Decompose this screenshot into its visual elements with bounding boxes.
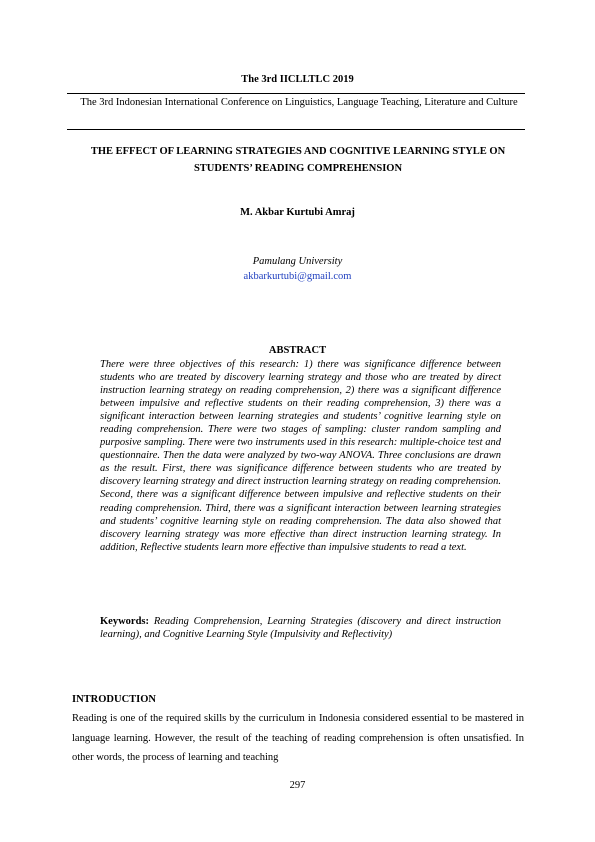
introduction-body: Reading is one of the required skills by the curriculum in Indonesia considered essential to be mastered in language learning. However, the result of the teaching of reading comprehension is often unsatisfied. In other words, the process of learning and teaching xyxy=(72,713,524,764)
abstract-heading: ABSTRACT xyxy=(268,345,327,356)
keywords-text: Reading Comprehension, Learning Strategies (discovery and direct instruction learning), and Cognitive Learning Style (Impulsivity and Reflectivity) xyxy=(100,616,501,640)
introduction-heading: INTRODUCTION xyxy=(72,694,157,705)
keywords xyxy=(100,615,501,641)
author-affiliation: Pamulang University xyxy=(252,256,343,267)
author-email-link[interactable]: akbarkurtubi@gmail.com xyxy=(243,271,352,282)
header-rule-top xyxy=(67,93,525,94)
abstract-body: There were three objectives of this research: 1) there was significance difference between students who are treated by discovery learning strategy and those who are treated by direct instruction learning strategy on reading comprehension, 2) there was a significant difference between impulsive and reflective students on their reading comprehension, 3) there was a significant interaction between learning strategies and students’ cognitive learning style on reading comprehension. There were two stages of sampling: cluster random sampling and purposive sampling. There were two instruments used in this research: multiple-choice test and questionnaire. Then the data were analyzed by two-way ANOVA. Three conclusions are drawn as the result. First, there was significance difference between students who are treated by discovery learning strategy and direct instruction learning strategy on reading comprehension. Second, there was a significant difference between impulsive and reflective students on their reading comprehension. Third, there was a significant interaction between learning strategies and students’ cognitive learning style on reading comprehension. The data also showed that discovery learning strategy was more effective than direct instruction learning strategy. In addition, Reflective students learn more effective than impulsive students to read a text. xyxy=(100,359,501,553)
paper-title: THE EFFECT OF LEARNING STRATEGIES AND COGNITIVE LEARNING STYLE ON STUDENTS’ READING COMPREHENSION xyxy=(90,146,506,174)
conference-full-title: The 3rd Indonesian International Conference on Linguistics, Language Teaching, Literature and Culture xyxy=(80,97,518,108)
header-rule-bottom xyxy=(67,129,525,130)
keywords-label: Keywords: xyxy=(100,616,149,627)
conference-short-title: The 3rd IICLLTLC 2019 xyxy=(241,74,354,85)
page-number: 297 xyxy=(289,780,306,791)
author-name: M. Akbar Kurtubi Amraj xyxy=(240,207,355,218)
